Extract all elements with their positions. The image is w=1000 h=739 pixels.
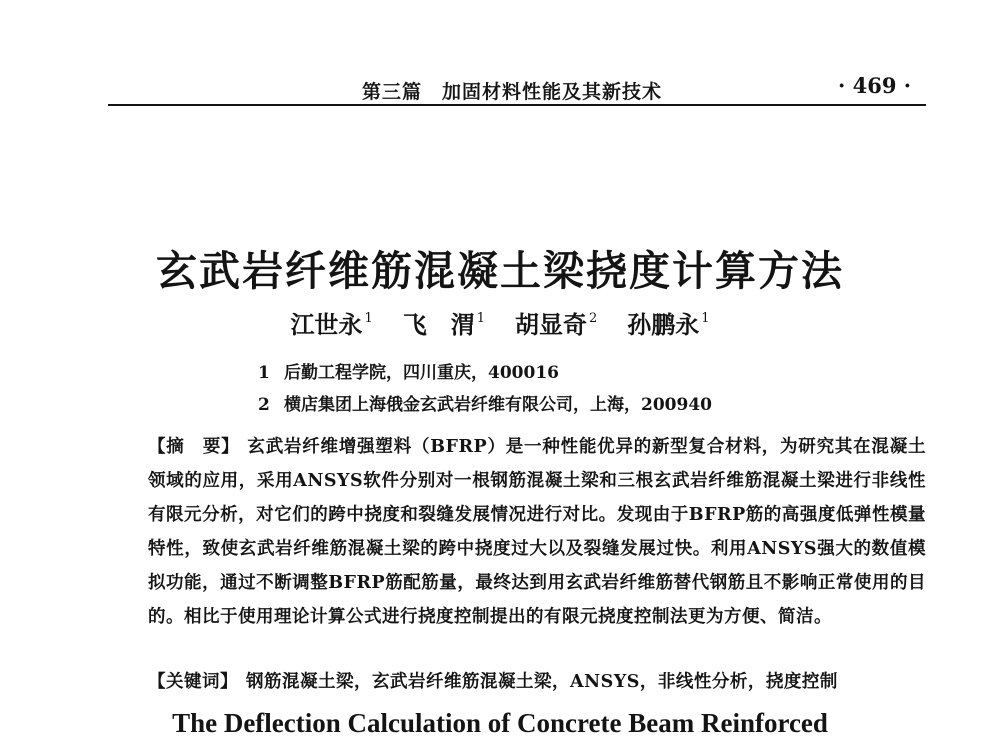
author [627, 305, 709, 340]
affiliation-text: 后勤工程学院，四川重庆，400016 [284, 363, 559, 383]
author [403, 305, 485, 340]
affiliation-text: 横店集团上海俄金玄武岩纤维有限公司，上海，200940 [284, 395, 712, 415]
author [290, 305, 372, 340]
abstract-text: 玄武岩纤维增强塑料（BFRP）是一种性能优异的新型复合材料，为研究其在混凝土领域的应用，采用ANSYS软件分别对一根钢筋混凝土梁和三根玄武岩纤维筋混凝土梁进行非线性有限元分析，对它们的跨中挠度和裂缝发展情况进行对比。发现由于BFRP筋的高强度低弹性模量特性，致使玄武岩纤维筋混凝土梁的跨中挠度过大以及裂缝发展过快。利用ANSYS强大的数值模拟功能，通过不断调整BFRP筋配筋量，最终达到用玄武岩纤维筋替代钢筋且不影响正常使用的目的。相比于使用理论计算公式进行挠度控制提出的有限元挠度控制法更为方便、简洁。 [148, 437, 926, 627]
author-affiliation-mark: 1 [476, 311, 485, 326]
author-name: 胡显奇 [515, 310, 587, 339]
keywords-text: 钢筋混凝土梁，玄武岩纤维筋混凝土梁，ANSYS，非线性分析，挠度控制 [246, 672, 838, 692]
running-header-section: 第三篇 加固材料性能及其新技术 [362, 81, 663, 103]
author [515, 305, 597, 340]
author-list [0, 305, 1000, 340]
english-title: The Deflection Calculation of Concrete Beam Reinforced [172, 708, 828, 738]
author-affiliation-mark: 1 [364, 311, 373, 326]
author-name: 江世永 [290, 310, 363, 339]
abstract [148, 430, 926, 634]
author-name: 孙鹏永 [627, 310, 700, 339]
keywords-label: 【关键词】 [148, 672, 238, 692]
paper-title: 玄武岩纤维筋混凝土梁挠度计算方法 [156, 247, 844, 295]
author-name: 飞 渭 [402, 310, 475, 339]
author-affiliation-mark: 2 [589, 311, 598, 326]
affiliation-number: 1 [258, 363, 270, 383]
affiliation [258, 358, 559, 383]
abstract-label: 【摘 要】 [148, 437, 240, 457]
page-number: · 469 · [838, 73, 912, 98]
header-divider [108, 104, 926, 106]
keywords [148, 668, 926, 693]
affiliation [258, 390, 712, 415]
author-affiliation-mark: 1 [701, 311, 710, 326]
affiliation-number: 2 [258, 395, 270, 415]
